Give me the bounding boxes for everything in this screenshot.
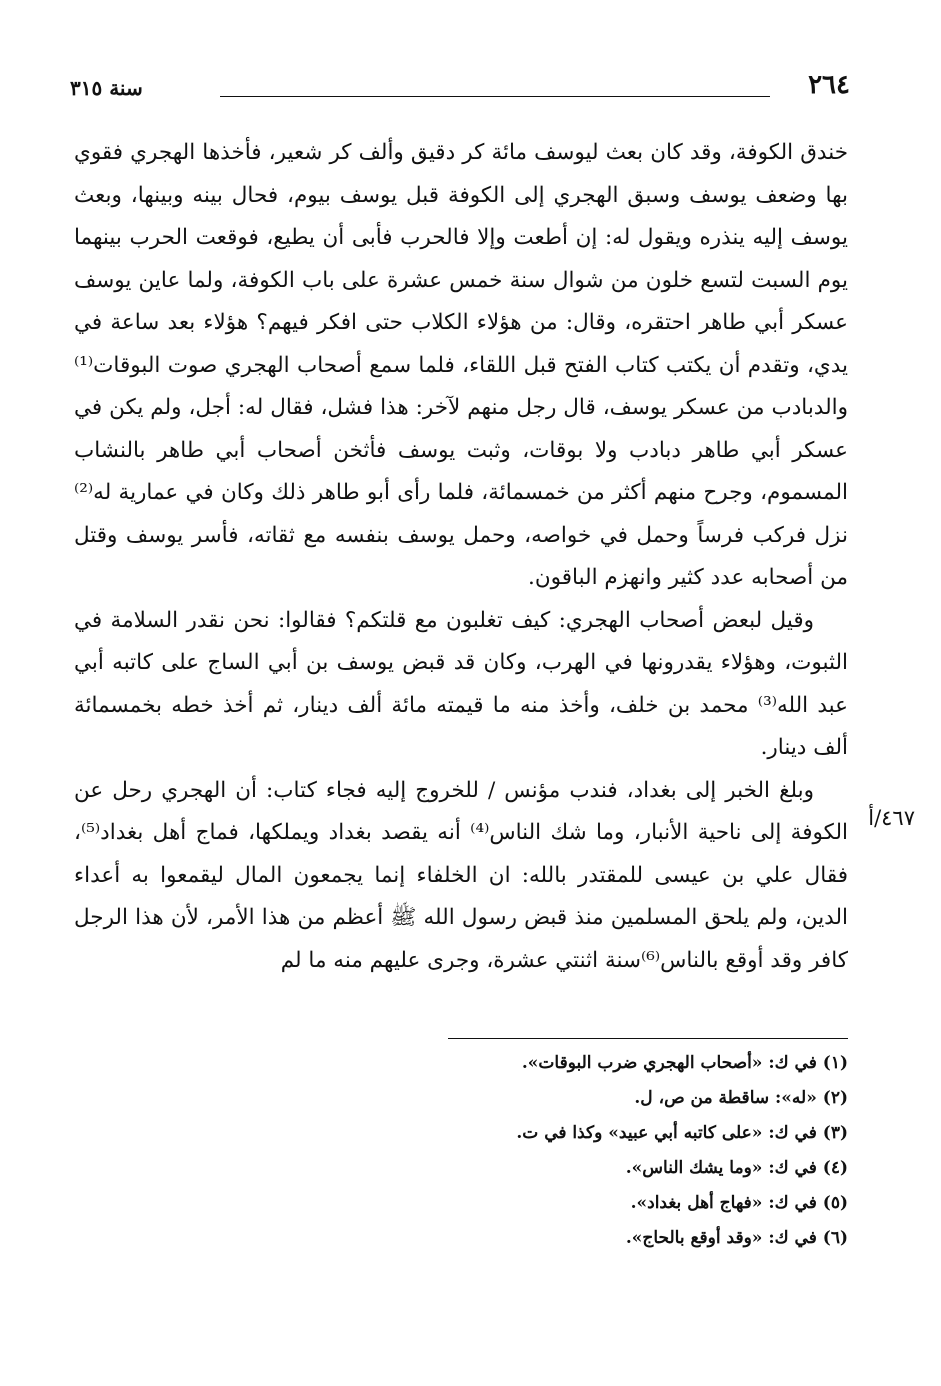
paragraph-2: وقيل لبعض أصحاب الهجري: كيف تغلبون مع قلتكم؟ فقالوا: نحن نقدر السلامة في الثبوت، وهؤلاء يقدرونها في الهرب، وكان قد قبض يوسف بن أبي الساج على كاتبه أبي عبد الله⁽³⁾ محمد بن خلف، وأخذ منه ما قيمته مائة ألف دينار، ثم أخذ خطه بخمسمائة ألف دينار. bbox=[74, 607, 848, 760]
footnotes bbox=[148, 1046, 848, 1256]
footnote-6: (٦) في ك: «وقد أوقع بالحاج». bbox=[625, 1228, 848, 1248]
footnote-1: (١) في ك: «أصحاب الهجري ضرب البوقات». bbox=[521, 1053, 848, 1073]
header-rule bbox=[220, 96, 770, 97]
paragraph-1: خندق الكوفة، وقد كان بعث ليوسف مائة كر دقيق وألف كر شعير، فأخذها الهجري فقوي بها وضعف يوسف وسبق الهجري إلى الكوفة قبل يوسف بيوم، فحال بينه وبينها، وبعث يوسف إليه ينذره ويقول له: إن أطعت وإلا فالحرب فأبى أن يطيع، فوقعت الحرب بينهما يوم السبت لتسع خلون من شوال سنة خمس عشرة على باب الكوفة، ولما عاين يوسف عسكر أبي طاهر احتقره، وقال: من هؤلاء الكلاب حتى افكر فيهم؟ هؤلاء بعد ساعة في يدي، وتقدم أن يكتب كتاب الفتح قبل اللقاء، فلما سمع أصحاب الهجري صوت البوقات⁽¹⁾ والدبادب من عسكر يوسف، قال رجل منهم لآخر: هذا فشل، فقال له: أجل، ولم يكن في عسكر أبي طاهر دبادب ولا بوقات، وثبت يوسف فأثخن أصحاب أبي طاهر بالنشاب المسموم، وجرح منهم أكثر من خمسمائة، فلما رأى أبو طاهر ذلك وكان في عمارية له⁽²⁾ نزل فركب فرساً وحمل في خواصه، وحمل يوسف بنفسه مع ثقاته، فأسر يوسف وقتل من أصحابه عدد كثير وانهزم الباقون. bbox=[74, 140, 848, 590]
footnote-5: (٥) في ك: «فهاج أهل بغداد». bbox=[630, 1193, 848, 1213]
main-text bbox=[74, 132, 848, 982]
page-header bbox=[70, 70, 850, 110]
footnote-4: (٤) في ك: «وما يشك الناس». bbox=[625, 1158, 848, 1178]
running-head-year: سنة ٣١٥ bbox=[70, 76, 143, 100]
footnote-2: (٢) «له»: ساقطة من ص، ل. bbox=[634, 1088, 848, 1108]
manuscript-folio-note: ٤٦٧/أ bbox=[868, 806, 915, 830]
footnote-rule bbox=[448, 1038, 848, 1039]
paragraph-3: وبلغ الخبر إلى بغداد، فندب مؤنس / للخروج إليه فجاء كتاب: أن الهجري رحل عن الكوفة إلى ناحية الأنبار، وما شك الناس⁽⁴⁾ أنه يقصد بغداد ويملكها، فماج أهل بغداد⁽⁵⁾، فقال علي بن عيسى للمقتدر بالله: ان الخلفاء إنما يجمعون المال ليقمعوا به أعداء الدين، ولم يلحق المسلمين منذ قبض رسول الله ﷺ أعظم من هذا الأمر، لأن هذا الرجل كافر وقد أوقع بالناس⁽⁶⁾سنة اثنتي عشرة، وجرى عليهم منه ما لم bbox=[74, 777, 848, 973]
footnote-3: (٣) في ك: «على كاتبه أبي عبيد» وكذا في ت. bbox=[516, 1123, 848, 1143]
page-number: ٢٦٤ bbox=[808, 70, 850, 100]
